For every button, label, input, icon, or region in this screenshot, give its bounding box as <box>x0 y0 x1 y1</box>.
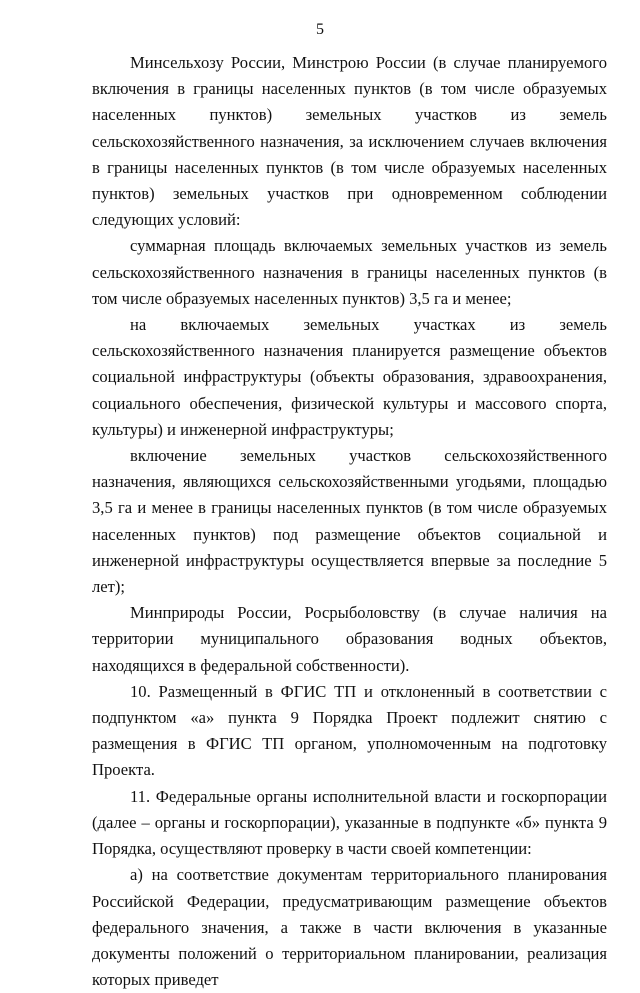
paragraph-ministry-natural-resources: Минприроды России, Росрыболовству (в случае наличия на территории муниципального образования водных объектов, находящихся в федеральной собственности). <box>92 603 607 675</box>
paragraph-condition-infrastructure: на включаемых земельных участках из земель сельскохозяйственного назначения планируется размещение объектов социальной инфраструктуры (объекты образования, здравоохранения, социального обеспечения, физической культуры и массового спорта, культуры) и инженерной инфраструктуры; <box>92 315 607 439</box>
paragraph-item-10: 10. Размещенный в ФГИС ТП и отклоненный в соответствии с подпунктом «а» пункта 9 Порядка Проект подлежит снятию с размещения в ФГИС ТП органом, уполномоченным на подготовку Проекта. <box>92 681 607 780</box>
paragraph-item-11: 11. Федеральные органы исполнительной власти и госкорпорации (далее – органы и госкорпорации), указанные в подпункте «б» пункта 9 Порядка, осуществляют проверку в части своей компетенции: <box>92 786 607 859</box>
paragraph-condition-total-area: суммарная площадь включаемых земельных участков из земель сельскохозяйственного назначения в границы населенных пунктов (в том числе образуемых населенных пунктов) 3,5 га и менее; <box>92 236 607 308</box>
paragraph-item-11-a: а) на соответствие документам территориального планирования Российской Федерации, предусматривающим размещение объектов федерального значения, а также в части включения в указанные документы положений о территориальном планировании, реализация которых приведет <box>92 865 607 990</box>
paragraph-condition-first-inclusion: включение земельных участков сельскохозяйственного назначения, являющихся сельскохозяйственными угодьями, площадью 3,5 га и менее в границы населенных пунктов (в том числе образуемых населенных пунктов) под размещение объектов социальной и инженерной инфраструктуры осуществляется впервые за последние 5 лет); <box>92 446 607 597</box>
page-number: 5 <box>316 21 324 38</box>
document-body <box>92 50 607 993</box>
paragraph-ministries-agriculture-construction: Минсельхозу России, Минстрою России (в случае планируемого включения в границы населенных пунктов (в том числе образуемых населенных пунктов) земельных участков из земель сельскохозяйственного назначения, за исключением случаев включения в границы населенных пунктов (в том числе образуемых населенных пунктов) земельных участков при одновременном соблюдении следующих условий: <box>92 53 607 230</box>
